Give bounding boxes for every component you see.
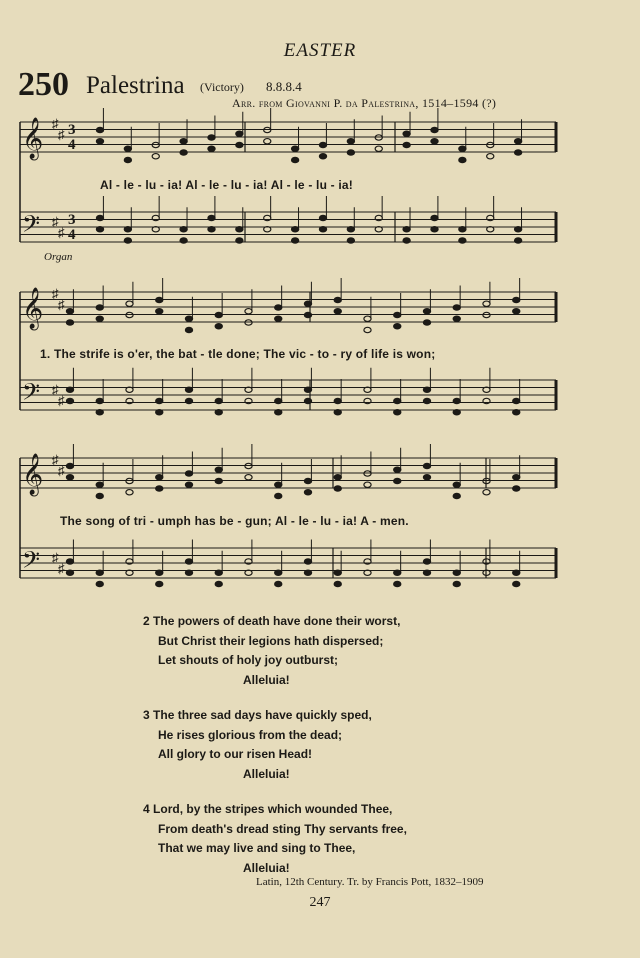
note-head xyxy=(394,410,401,415)
note-head xyxy=(185,570,192,575)
sharp-icon: ♯ xyxy=(58,463,65,478)
note-head xyxy=(156,398,163,403)
note-head xyxy=(483,490,490,495)
note-head xyxy=(423,475,430,480)
verse-3 xyxy=(143,706,407,784)
note-head xyxy=(453,482,460,487)
note-head xyxy=(423,570,430,575)
note-head xyxy=(453,410,460,415)
note-head xyxy=(403,238,410,243)
verse-line: But Christ their legions hath dispersed; xyxy=(158,633,384,648)
note-head xyxy=(375,146,382,151)
lyrics-line-1: Al - le - lu - ia! Al - le - lu - ia! Al - le - lu - ia! xyxy=(100,178,353,192)
note-head xyxy=(66,570,73,575)
note-head xyxy=(208,146,215,151)
verse-line: Alleluia! xyxy=(243,860,290,875)
note-head xyxy=(334,410,341,415)
note-head xyxy=(180,227,187,232)
note-head xyxy=(513,297,520,302)
note-head xyxy=(180,150,187,155)
hymn-number: 250 xyxy=(18,66,69,103)
bass-clef-icon: 𝄢 xyxy=(22,210,41,243)
note-head xyxy=(185,398,192,403)
tune-name: Palestrina xyxy=(86,72,185,99)
arranger-credit: Arr. from Giovanni P. da Palestrina, 1514–1594 (?) xyxy=(232,96,497,110)
note-head xyxy=(275,482,282,487)
time-signature: 3 xyxy=(68,212,76,228)
note-head xyxy=(208,227,215,232)
note-head xyxy=(453,316,460,321)
note-head xyxy=(156,581,163,586)
note-head xyxy=(483,301,490,306)
note-head xyxy=(513,475,520,480)
note-head xyxy=(423,398,430,403)
note-head xyxy=(275,493,282,498)
note-head xyxy=(364,316,371,321)
note-head xyxy=(156,475,163,480)
note-head xyxy=(215,467,222,472)
time-signature: 4 xyxy=(68,227,76,243)
verse-line: Alleluia! xyxy=(243,672,290,687)
note-head xyxy=(453,398,460,403)
note-head xyxy=(66,559,73,564)
note-head xyxy=(459,157,466,162)
note-head xyxy=(394,467,401,472)
note-head xyxy=(156,309,163,314)
note-head xyxy=(431,227,438,232)
treble-clef-icon: 𝄞 xyxy=(22,288,44,329)
note-head xyxy=(513,309,520,314)
note-head xyxy=(515,139,522,144)
note-head xyxy=(394,570,401,575)
note-head xyxy=(96,570,103,575)
note-head xyxy=(334,475,341,480)
note-head xyxy=(215,398,222,403)
note-head xyxy=(96,398,103,403)
note-head xyxy=(347,238,354,243)
note-head xyxy=(236,142,243,147)
verse-line: 4 Lord, by the stripes which wounded Thee, xyxy=(143,802,393,816)
note-head xyxy=(124,227,131,232)
sharp-icon: ♯ xyxy=(52,452,59,467)
note-head xyxy=(275,410,282,415)
note-head xyxy=(180,238,187,243)
additional-verses xyxy=(143,612,407,894)
note-head xyxy=(334,581,341,586)
treble-clef-icon: 𝄞 xyxy=(22,118,44,159)
note-head xyxy=(304,312,311,317)
note-head xyxy=(319,215,326,220)
note-head xyxy=(394,478,401,483)
note-head xyxy=(156,410,163,415)
note-head xyxy=(185,482,192,487)
note-head xyxy=(185,471,192,476)
note-head xyxy=(403,142,410,147)
note-head xyxy=(304,490,311,495)
note-head xyxy=(453,493,460,498)
note-head xyxy=(334,309,341,314)
note-head xyxy=(304,478,311,483)
note-head xyxy=(96,410,103,415)
note-head xyxy=(156,297,163,302)
note-head xyxy=(185,327,192,332)
note-head xyxy=(124,146,131,151)
sharp-icon: ♯ xyxy=(52,550,59,565)
note-head xyxy=(292,146,299,151)
note-head xyxy=(96,581,103,586)
note-head xyxy=(334,486,341,491)
note-head xyxy=(275,581,282,586)
note-head xyxy=(394,312,401,317)
note-head xyxy=(394,324,401,329)
note-head xyxy=(347,139,354,144)
verse-line: Let shouts of holy joy outburst; xyxy=(158,653,338,667)
note-head xyxy=(423,309,430,314)
note-head xyxy=(66,320,73,325)
verse-line: 2 The powers of death have done their worst, xyxy=(143,614,401,628)
note-head xyxy=(423,463,430,468)
note-head xyxy=(453,581,460,586)
note-head xyxy=(423,559,430,564)
note-head xyxy=(66,387,73,392)
note-head xyxy=(403,227,410,232)
bass-clef-icon: 𝄢 xyxy=(22,378,41,411)
note-head xyxy=(185,316,192,321)
note-head xyxy=(66,309,73,314)
note-head xyxy=(124,238,131,243)
note-head xyxy=(423,387,430,392)
note-head xyxy=(423,320,430,325)
note-head xyxy=(236,131,243,136)
note-head xyxy=(264,139,271,144)
note-head xyxy=(96,493,103,498)
verse-line: That we may live and sing to Thee, xyxy=(158,841,356,855)
note-head xyxy=(364,327,371,332)
note-head xyxy=(431,139,438,144)
note-head xyxy=(459,238,466,243)
sharp-icon: ♯ xyxy=(58,297,65,312)
note-head xyxy=(275,305,282,310)
bass-clef-icon: 𝄢 xyxy=(22,546,41,579)
note-head xyxy=(459,227,466,232)
note-head xyxy=(156,486,163,491)
section-title: EASTER xyxy=(283,40,357,61)
note-head xyxy=(208,135,215,140)
note-head xyxy=(96,139,103,144)
time-signature: 3 xyxy=(68,122,76,138)
note-head xyxy=(292,157,299,162)
verse-line: All glory to our risen Head! xyxy=(158,747,313,761)
note-head xyxy=(347,227,354,232)
note-head xyxy=(66,475,73,480)
note-head xyxy=(156,570,163,575)
note-head xyxy=(215,570,222,575)
meter: 8.8.8.4 xyxy=(266,79,302,94)
note-head xyxy=(185,559,192,564)
note-head xyxy=(304,387,311,392)
verse-4 xyxy=(143,800,407,878)
verse-line: From death's dread sting Thy servants free, xyxy=(158,821,407,836)
note-head xyxy=(319,142,326,147)
note-head xyxy=(319,154,326,159)
page-number: 247 xyxy=(309,895,331,910)
lyrics-line-2: 1. The strife is o'er, the bat - tle done; The vic - to - ry of life is won; xyxy=(40,347,436,361)
sharp-icon: ♯ xyxy=(52,382,59,397)
note-head xyxy=(304,301,311,306)
note-head xyxy=(275,570,282,575)
note-head xyxy=(513,486,520,491)
note-head xyxy=(215,478,222,483)
note-head xyxy=(334,297,341,302)
note-head xyxy=(124,157,131,162)
note-head xyxy=(96,227,103,232)
note-head xyxy=(515,150,522,155)
verse-line: Alleluia! xyxy=(243,766,290,781)
note-head xyxy=(96,215,103,220)
note-head xyxy=(180,139,187,144)
note-head xyxy=(152,154,159,159)
note-head xyxy=(304,559,311,564)
verse-line: He rises glorious from the dead; xyxy=(158,727,343,742)
note-head xyxy=(275,316,282,321)
note-head xyxy=(96,127,103,132)
note-head xyxy=(245,475,252,480)
note-head xyxy=(487,154,494,159)
note-head xyxy=(245,309,252,314)
tune-alt-name: (Victory) xyxy=(200,80,244,94)
time-signature: 4 xyxy=(68,137,76,153)
sharp-icon: ♯ xyxy=(52,286,59,301)
note-head xyxy=(66,463,73,468)
note-head xyxy=(208,215,215,220)
note-head xyxy=(215,410,222,415)
note-head xyxy=(185,387,192,392)
note-head xyxy=(394,398,401,403)
note-head xyxy=(236,238,243,243)
note-head xyxy=(453,570,460,575)
note-head xyxy=(453,305,460,310)
verse-2 xyxy=(143,612,407,690)
sharp-icon: ♯ xyxy=(58,561,65,576)
sharp-icon: ♯ xyxy=(52,116,59,131)
note-head xyxy=(513,581,520,586)
note-head xyxy=(515,227,522,232)
note-head xyxy=(215,312,222,317)
note-head xyxy=(334,570,341,575)
note-head xyxy=(304,570,311,575)
verse-line: 3 The three sad days have quickly sped, xyxy=(143,708,372,722)
note-head xyxy=(66,398,73,403)
note-head xyxy=(513,410,520,415)
note-head xyxy=(236,227,243,232)
note-head xyxy=(403,131,410,136)
note-head xyxy=(304,398,311,403)
note-head xyxy=(319,227,326,232)
note-head xyxy=(215,324,222,329)
sharp-icon: ♯ xyxy=(58,127,65,142)
note-head xyxy=(431,127,438,132)
note-head xyxy=(96,316,103,321)
note-head xyxy=(126,490,133,495)
note-head xyxy=(215,581,222,586)
note-head xyxy=(431,215,438,220)
translation-credits: Latin, 12th Century. Tr. by Francis Pott, 1832–1909 xyxy=(256,876,484,888)
note-head xyxy=(459,146,466,151)
sharp-icon: ♯ xyxy=(52,214,59,229)
note-head xyxy=(126,301,133,306)
note-head xyxy=(394,581,401,586)
note-head xyxy=(347,150,354,155)
note-head xyxy=(292,227,299,232)
organ-label: Organ xyxy=(44,251,73,263)
note-head xyxy=(364,482,371,487)
note-head xyxy=(513,570,520,575)
note-head xyxy=(515,238,522,243)
sharp-icon: ♯ xyxy=(58,225,65,240)
note-head xyxy=(96,305,103,310)
note-head xyxy=(275,398,282,403)
lyrics-line-3: The song of tri - umph has be - gun; Al - le - lu - ia! A - men. xyxy=(60,514,409,528)
sharp-icon: ♯ xyxy=(58,393,65,408)
note-head xyxy=(96,482,103,487)
note-head xyxy=(334,398,341,403)
note-head xyxy=(292,238,299,243)
note-head xyxy=(513,398,520,403)
treble-clef-icon: 𝄞 xyxy=(22,454,44,495)
